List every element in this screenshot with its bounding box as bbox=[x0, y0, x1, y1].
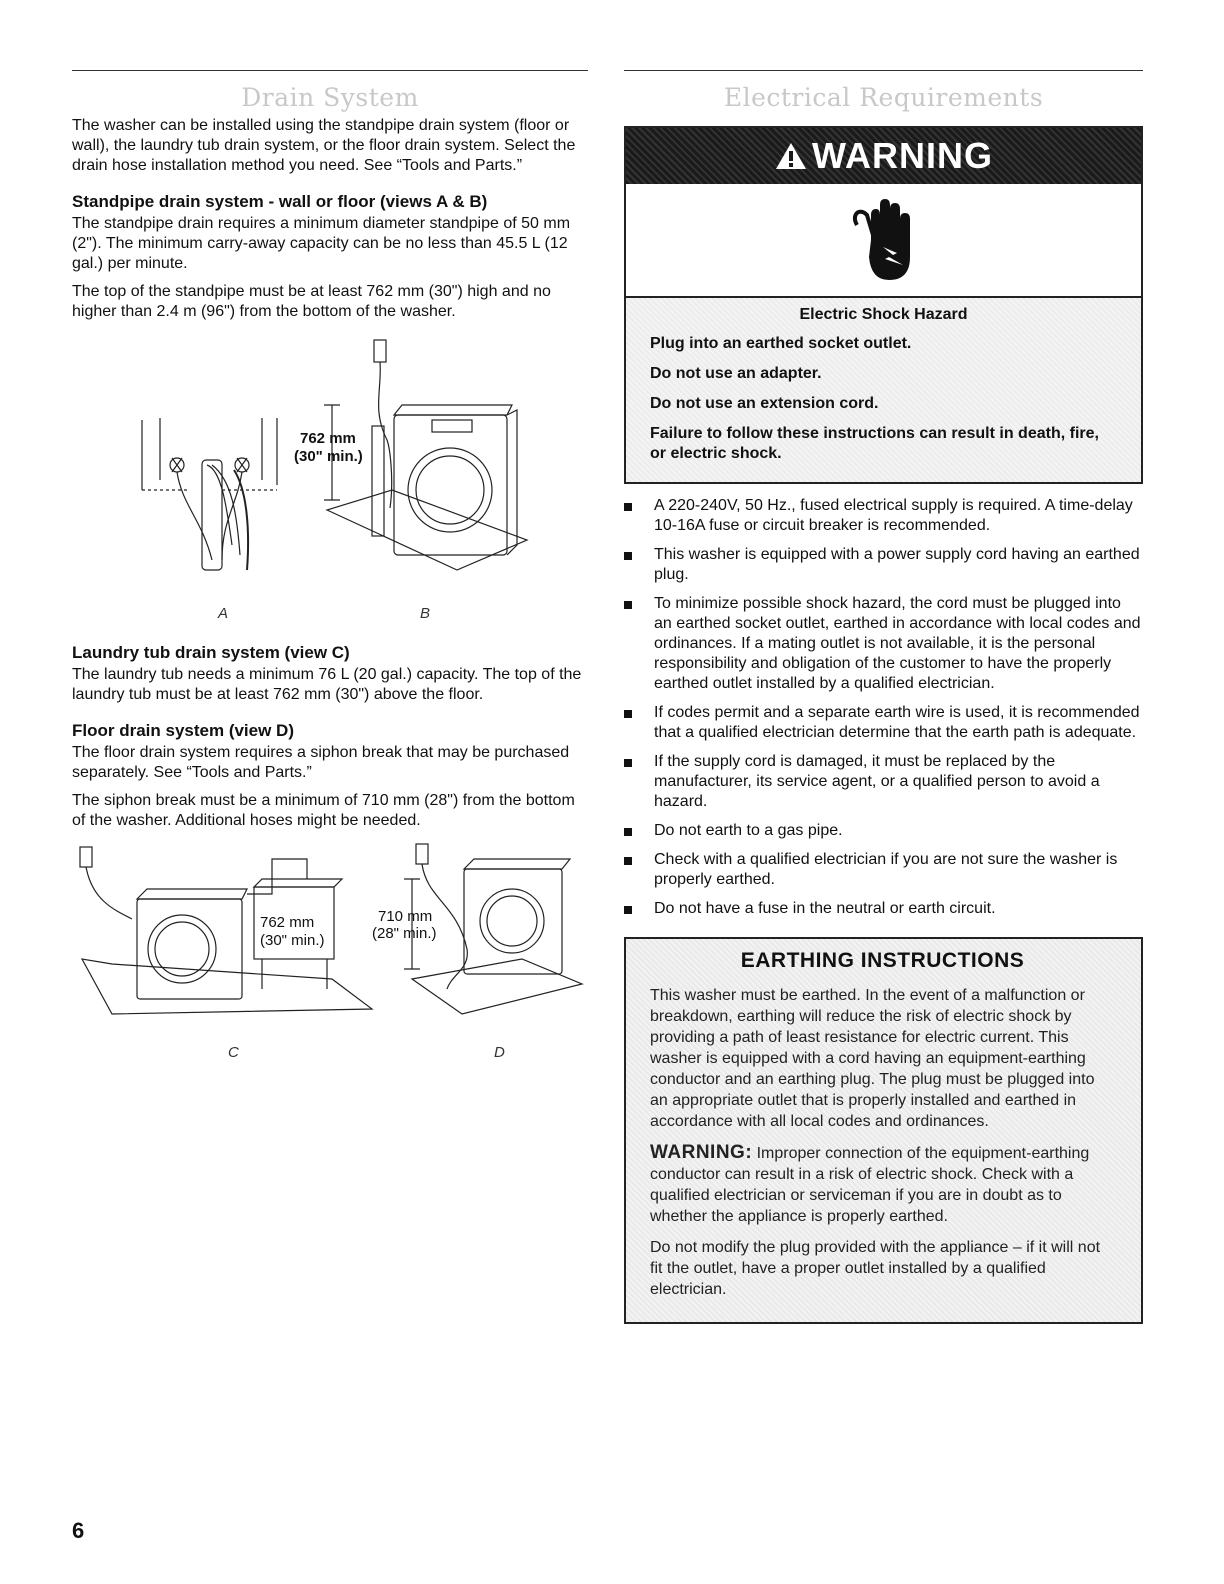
earthing-warning-text: Improper connection of the equipment-earthing conductor can result in a risk of electric shock. Check with a qualified electrician or serviceman if you are in doubt as to whether the appliance is properly earthed. bbox=[650, 1145, 1090, 1225]
list-item: Do not have a fuse in the neutral or earth circuit. bbox=[624, 899, 1143, 919]
fig-c-dim2: (30" min.) bbox=[260, 932, 325, 949]
fig-c-dim1: 762 mm bbox=[260, 914, 315, 931]
earthing-warning bbox=[650, 1142, 1115, 1227]
list-item: This washer is equipped with a power supply cord having an earthed plug. bbox=[624, 545, 1143, 585]
fig-d-dim2: (28" min.) bbox=[372, 925, 437, 942]
tub-heading: Laundry tub drain system (view C) bbox=[72, 643, 350, 662]
floor-p1: The floor drain system requires a siphon break that may be purchased separately. See “Tools and Parts.” bbox=[72, 744, 570, 781]
warning-box bbox=[624, 126, 1143, 484]
drain-title: Drain System bbox=[241, 83, 419, 112]
electrical-section bbox=[624, 70, 1143, 1324]
list-item: If the supply cord is damaged, it must be replaced by the manufacturer, its service agent, or a qualified person to avoid a hazard. bbox=[624, 752, 1143, 812]
hazard-line: Do not use an extension cord. bbox=[650, 395, 879, 412]
list-item: Do not earth to a gas pipe. bbox=[624, 821, 1143, 841]
figure-standpipe-ab bbox=[72, 330, 588, 600]
view-c-illustration bbox=[80, 847, 372, 1014]
fig-label-b: B bbox=[420, 605, 431, 622]
standpipe-p1: The standpipe drain requires a minimum diameter standpipe of 50 mm (2"). The minimum carry-away capacity can be no less than 45.5 L (12 gal.) per minute. bbox=[72, 215, 571, 272]
fig-ab-dim2: (30" min.) bbox=[294, 448, 363, 465]
fig-label-d: D bbox=[494, 1044, 505, 1061]
drain-section bbox=[72, 70, 588, 1066]
warning-triangle-icon bbox=[774, 141, 808, 171]
standpipe-heading: Standpipe drain system - wall or floor (views A & B) bbox=[72, 192, 488, 211]
figure-tub-floor-cd bbox=[72, 839, 588, 1039]
standpipe-p2: The top of the standpipe must be at least 762 mm (30") high and no higher than 2.4 m (96") from the bottom of the washer. bbox=[72, 283, 551, 320]
electric-shock-hand-icon bbox=[849, 195, 919, 285]
hazard-line: Failure to follow these instructions can result in death, fire, or electric shock. bbox=[650, 425, 1099, 462]
view-a-illustration bbox=[142, 418, 277, 570]
warning-text bbox=[626, 298, 1141, 482]
hazard-line: Plug into an earthed socket outlet. bbox=[650, 335, 912, 352]
list-item: If codes permit and a separate earth wire is used, it is recommended that a qualified electrician determine that the earth path is adequate. bbox=[624, 703, 1143, 743]
hazard-line: Do not use an adapter. bbox=[650, 365, 822, 382]
warning-banner bbox=[626, 128, 1141, 184]
electrical-requirements-list bbox=[624, 496, 1143, 919]
electrical-title: Electrical Requirements bbox=[723, 83, 1044, 112]
earthing-p3: Do not modify the plug provided with the appliance – if it will not fit the outlet, have a proper outlet installed by a qualified electrician. bbox=[650, 1239, 1101, 1298]
page-number: 6 bbox=[72, 1518, 85, 1543]
earthing-p1: This washer must be earthed. In the event of a malfunction or breakdown, earthing will reduce the risk of electric shock by providing a path of least resistance for electric current. This washer is equipped with a cord having an equipment-earthing conductor and an earthing plug. The plug must be plugged into an appropriate outlet that is properly installed and earthed in accordance with all local codes and ordinances. bbox=[650, 987, 1095, 1130]
fig-label-a: A bbox=[218, 605, 229, 622]
drain-intro: The washer can be installed using the standpipe drain system (floor or wall), the laundry tub drain system, or the floor drain system. Select the drain hose installation method you need. See “Tools and Parts.” bbox=[72, 117, 576, 174]
warning-banner-text: WARNING bbox=[812, 135, 993, 176]
fig-label-c: C bbox=[228, 1044, 239, 1061]
floor-heading: Floor drain system (view D) bbox=[72, 721, 294, 740]
list-item: To minimize possible shock hazard, the cord must be plugged into an earthed socket outlet, earthed in accordance with local codes and ordinances. If a mating outlet is not available, it is the personal responsibility and obligation of the customer to have the properly earthed outlet installed by a qualified electrician. bbox=[624, 594, 1143, 694]
hazard-title: Electric Shock Hazard bbox=[799, 306, 968, 323]
list-item: Check with a qualified electrician if you are not sure the washer is properly earthed. bbox=[624, 850, 1143, 890]
earthing-title: EARTHING INSTRUCTIONS bbox=[740, 949, 1025, 972]
floor-p2: The siphon break must be a minimum of 710 mm (28") from the bottom of the washer. Additional hoses might be needed. bbox=[72, 792, 575, 829]
fig-ab-dim1: 762 mm bbox=[300, 430, 356, 447]
earthing-instructions-box bbox=[624, 937, 1143, 1324]
fig-cd-captions bbox=[72, 1044, 588, 1066]
fig-d-dim1: 710 mm bbox=[378, 908, 433, 925]
section-rule bbox=[72, 70, 588, 71]
list-item: A 220-240V, 50 Hz., fused electrical supply is required. A time-delay 10-16A fuse or circuit breaker is recommended. bbox=[624, 496, 1143, 536]
tub-p1: The laundry tub needs a minimum 76 L (20 gal.) capacity. The top of the laundry tub must be at least 762 mm (30") above the floor. bbox=[72, 666, 582, 703]
warning-icon-area bbox=[626, 184, 1141, 298]
earthing-warning-label: WARNING: bbox=[650, 1142, 753, 1163]
section-rule bbox=[624, 70, 1143, 71]
fig-ab-captions bbox=[72, 605, 588, 627]
